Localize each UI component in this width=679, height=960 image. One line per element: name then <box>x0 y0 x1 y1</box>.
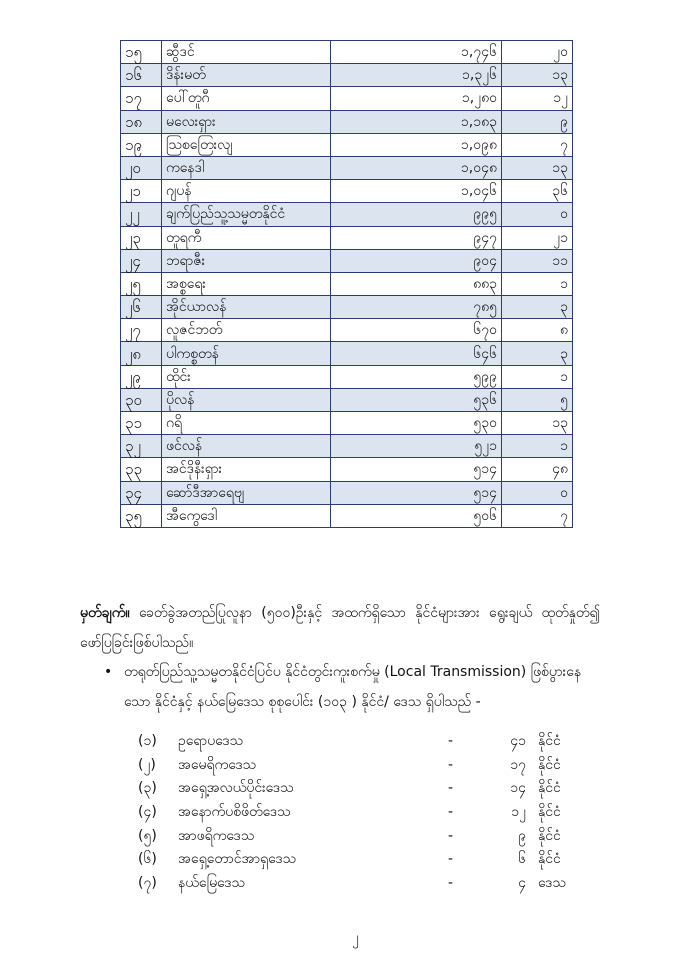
region-index: (၂) <box>138 756 156 773</box>
country-name: ကနေဒါ <box>162 156 331 179</box>
table-row <box>121 110 573 133</box>
death-count: ၅ <box>502 388 573 411</box>
country-name: ပေါ်တူဂီ <box>162 87 331 110</box>
case-count: ၁,၁၈၃ <box>331 110 502 133</box>
death-count: ၁၃ <box>502 64 573 87</box>
table-row <box>121 388 573 411</box>
table-row <box>121 319 573 342</box>
region-name: ဥရောပဒေသ <box>178 733 244 749</box>
table-row <box>121 133 573 156</box>
row-number: ၂၆ <box>121 296 162 319</box>
region-index: (၆) <box>138 851 157 868</box>
region-dash: - <box>448 875 454 892</box>
country-name: လူဇင်ဘတ် <box>162 319 331 342</box>
region-name: အရှေ့တောင်အာရှဒေသ <box>178 851 297 868</box>
region-count: ၁၄ <box>510 780 526 797</box>
row-number: ၁၅ <box>121 41 162 64</box>
table-row <box>121 156 573 179</box>
death-count: ၃ <box>502 296 573 319</box>
table-row <box>121 412 573 435</box>
region-row <box>138 754 568 778</box>
row-number: ၁၈ <box>121 110 162 133</box>
case-count: ၅၂၁ <box>331 435 502 458</box>
region-unit: နိုင်ငံ <box>538 827 561 844</box>
case-count: ၅၁၄ <box>331 458 502 481</box>
death-count: ၇ <box>502 133 573 156</box>
death-count: ၁၃ <box>502 156 573 179</box>
country-name: ဂျပန် <box>162 180 331 203</box>
region-count: ၉ <box>518 827 526 844</box>
country-name: အင်ဒိုနီးရှား <box>162 458 331 481</box>
case-count: ၆၄၆ <box>331 342 502 365</box>
region-dash: - <box>448 804 454 821</box>
death-count: ၈ <box>502 319 573 342</box>
row-number: ၃၅ <box>121 504 162 527</box>
cases-table-body <box>121 41 573 528</box>
cases-table <box>120 40 573 528</box>
row-number: ၃၃ <box>121 458 162 481</box>
region-row <box>138 730 568 754</box>
region-row <box>138 801 568 825</box>
country-name: အိုင်ယာလန် <box>162 296 331 319</box>
case-count: ၅၃၀ <box>331 412 502 435</box>
case-count: ၇၈၅ <box>331 296 502 319</box>
region-index: (၅) <box>138 827 157 844</box>
death-count: ၁ <box>502 435 573 458</box>
case-count: ၉၄၇ <box>331 226 502 249</box>
case-count: ၅၉၉ <box>331 365 502 388</box>
row-number: ၂၇ <box>121 319 162 342</box>
region-index: (၃) <box>138 780 157 797</box>
case-count: ၅၁၄ <box>331 481 502 504</box>
country-name: ဂရိ <box>162 412 331 435</box>
country-name: အီကွေဒေါ <box>162 504 331 527</box>
table-row <box>121 435 573 458</box>
country-name: ဆော်ဒီအာရေဗျ <box>162 481 331 504</box>
case-count: ၅၀၆ <box>331 504 502 527</box>
case-count: ၅၃၆ <box>331 388 502 411</box>
region-dash: - <box>448 733 454 749</box>
region-count: ၆ <box>518 851 526 868</box>
region-unit: နိုင်ငံ <box>538 780 561 797</box>
bullet-item <box>104 657 604 717</box>
table-row <box>121 41 573 64</box>
note-paragraph <box>80 598 600 658</box>
case-count: ၁,၀၄၈ <box>331 156 502 179</box>
death-count: ၁ <box>502 272 573 295</box>
row-number: ၂၂ <box>121 203 162 226</box>
region-list <box>138 730 568 896</box>
row-number: ၁၉ <box>121 133 162 156</box>
page-number: ၂ <box>352 930 359 946</box>
region-count: ၄၁ <box>510 733 526 749</box>
table-row <box>121 365 573 388</box>
region-row <box>138 872 568 896</box>
country-name: ဘရာဇီး <box>162 249 331 272</box>
death-count: ၁ <box>502 365 573 388</box>
row-number: ၃၁ <box>121 412 162 435</box>
row-number: ၂၉ <box>121 365 162 388</box>
case-count: ၁,၀၄၆ <box>331 180 502 203</box>
region-name: အရှေ့အလယ်ပိုင်းဒေသ <box>178 780 294 797</box>
death-count: ၂၀ <box>502 41 573 64</box>
row-number: ၂၃ <box>121 226 162 249</box>
region-count: ၄ <box>518 875 526 892</box>
country-name: ထိုင်း <box>162 365 331 388</box>
table-row <box>121 504 573 527</box>
country-name: ဖင်လန် <box>162 435 331 458</box>
table-row <box>121 342 573 365</box>
region-index: (၁) <box>138 733 157 749</box>
table-row <box>121 296 573 319</box>
country-name: တူရကီ <box>162 226 331 249</box>
case-count: ၁,၂၈၀ <box>331 87 502 110</box>
country-name: ပိုလန် <box>162 388 331 411</box>
death-count: ၇ <box>502 504 573 527</box>
country-name: ဆွီဒင် <box>162 41 331 64</box>
death-count: ၃၆ <box>502 180 573 203</box>
table-row <box>121 203 573 226</box>
case-count: ၁,၇၄၆ <box>331 41 502 64</box>
region-unit: နိုင်ငံ <box>538 851 561 868</box>
region-name: နယ်မြေဒေသ <box>178 875 245 892</box>
region-unit: နိုင်ငံ <box>538 804 561 821</box>
region-row <box>138 825 568 849</box>
row-number: ၃၀ <box>121 388 162 411</box>
death-count: ၂၁ <box>502 226 573 249</box>
region-name: အမေရိကဒေသ <box>178 756 257 773</box>
row-number: ၃၂ <box>121 435 162 458</box>
death-count: ၀ <box>502 481 573 504</box>
region-count: ၁၇ <box>510 756 526 773</box>
case-count: ၆၇၀ <box>331 319 502 342</box>
table-row <box>121 249 573 272</box>
note-label: မှတ်ချက်။ <box>80 605 130 621</box>
region-index: (၇) <box>138 875 157 892</box>
table-row <box>121 458 573 481</box>
row-number: ၂၅ <box>121 272 162 295</box>
region-name: အနောက်ပစိဖိတ်ဒေသ <box>178 804 291 821</box>
table-row <box>121 64 573 87</box>
country-name: အစ္စရေး <box>162 272 331 295</box>
country-name: ချက်ပြည်သူ့သမ္မတနိုင်ငံ <box>162 203 331 226</box>
country-name: ဒိန်းမတ် <box>162 64 331 87</box>
region-count: ၁၂ <box>511 804 526 821</box>
table-row <box>121 226 573 249</box>
death-count: ၉ <box>502 110 573 133</box>
table-row <box>121 180 573 203</box>
region-unit: နိုင်ငံ <box>538 733 561 749</box>
death-count: ၁၁ <box>502 249 573 272</box>
region-dash: - <box>448 780 454 797</box>
note-text: ခေတ်ခွဲအတည်ပြုလူနာ (၅၀၀)ဦးနှင့် အထက်ရှိသော နိုင်ငံများအား ရွေးချယ် ထုတ်နှုတ်၍ ဖော်ပြခြင်းဖြစ်ပါသည်။ <box>80 605 601 651</box>
row-number: ၂၁ <box>121 180 162 203</box>
region-name: အာဖရိကဒေသ <box>178 827 255 844</box>
table-row <box>121 481 573 504</box>
death-count: ၄၈ <box>502 458 573 481</box>
death-count: ၁၂ <box>502 87 573 110</box>
region-row <box>138 777 568 801</box>
row-number: ၁၇ <box>121 87 162 110</box>
table-row <box>121 87 573 110</box>
row-number: ၂၈ <box>121 342 162 365</box>
death-count: ၁၃ <box>502 412 573 435</box>
region-unit: ဒေသ <box>538 875 566 892</box>
bullet-text: တရုတ်ပြည်သူ့သမ္မတနိုင်ငံပြင်ပ နိုင်ငံတွင်းကူးစက်မှု (Local Transmission) ဖြစ်ပွားနေသော နိုင်ငံနှင့် နယ်မြေဒေသ စုစုပေါင်း (၁၀၃ ) နိုင်ငံ/ ဒေသ ရှိပါသည် - <box>124 664 582 710</box>
region-index: (၄) <box>138 804 157 821</box>
country-name: ပါကစ္စတန် <box>162 342 331 365</box>
row-number: ၃၄ <box>121 481 162 504</box>
row-number: ၂၀ <box>121 156 162 179</box>
table-row <box>121 272 573 295</box>
region-dash: - <box>448 851 454 868</box>
region-dash: - <box>448 827 454 844</box>
death-count: ၀ <box>502 203 573 226</box>
country-name: မလေးရှား <box>162 110 331 133</box>
region-unit: နိုင်ငံ <box>538 756 561 773</box>
row-number: ၂၄ <box>121 249 162 272</box>
case-count: ၉၀၄ <box>331 249 502 272</box>
country-name: သြစတြေးလျ <box>162 133 331 156</box>
case-count: ၈၈၃ <box>331 272 502 295</box>
bullet-icon: • <box>104 664 113 680</box>
case-count: ၁,၀၉၈ <box>331 133 502 156</box>
death-count: ၃ <box>502 342 573 365</box>
case-count: ၁,၃၂၆ <box>331 64 502 87</box>
case-count: ၉၉၅ <box>331 203 502 226</box>
row-number: ၁၆ <box>121 64 162 87</box>
region-dash: - <box>448 756 454 773</box>
region-row <box>138 848 568 872</box>
